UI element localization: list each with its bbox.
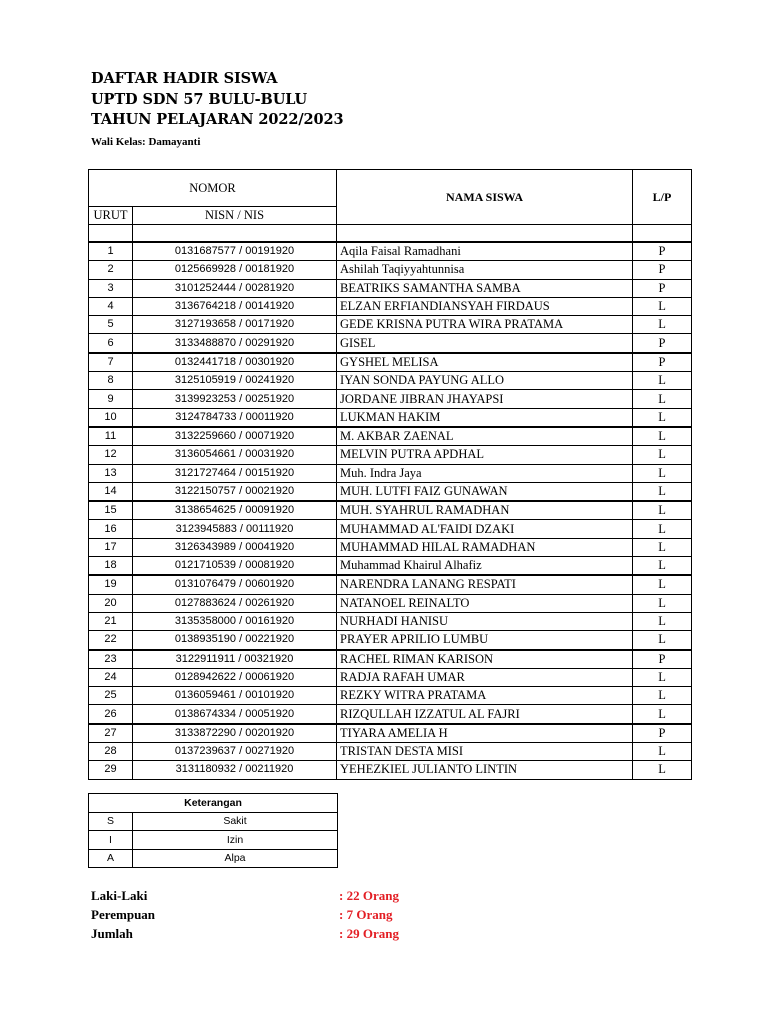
- homeroom-teacher: Wali Kelas: Damayanti: [91, 135, 201, 148]
- gender-cell: L: [633, 501, 692, 520]
- student-row: [89, 372, 692, 390]
- legend-title: Keterangan: [89, 794, 338, 813]
- row-number: 5: [89, 316, 133, 334]
- student-name: MUHAMMAD HILAL RAMADHAN: [337, 538, 633, 556]
- row-number: 19: [89, 575, 133, 594]
- student-name: GYSHEL MELISA: [337, 353, 633, 372]
- row-number: 29: [89, 761, 133, 779]
- nisn-cell: 0131076479 / 00601920: [133, 575, 337, 594]
- gender-cell: L: [633, 761, 692, 779]
- student-row: [89, 631, 692, 650]
- gender-cell: P: [633, 261, 692, 279]
- student-name: NATANOEL REINALTO: [337, 594, 633, 612]
- gender-cell: P: [633, 650, 692, 669]
- student-row: [89, 279, 692, 297]
- student-row: [89, 501, 692, 520]
- student-name: MUHAMMAD AL'FAIDI DZAKI: [337, 520, 633, 538]
- nisn-cell: 0121710539 / 00081920: [133, 557, 337, 576]
- nisn-cell: 0138674334 / 00051920: [133, 705, 337, 724]
- student-name: IYAN SONDA PAYUNG ALLO: [337, 372, 633, 390]
- student-row: [89, 408, 692, 427]
- student-name: MUH. SYAHRUL RAMADHAN: [337, 501, 633, 520]
- attendance-table: [88, 169, 692, 780]
- gender-cell: P: [633, 242, 692, 261]
- row-number: 14: [89, 482, 133, 501]
- row-number: 4: [89, 297, 133, 315]
- student-name: ELZAN ERFIANDIANSYAH FIRDAUS: [337, 297, 633, 315]
- legend-label: Sakit: [133, 812, 338, 831]
- summary-value: : 22 Orang: [339, 888, 399, 903]
- gender-cell: L: [633, 482, 692, 501]
- summary-row-male: [91, 886, 511, 905]
- student-row: [89, 482, 692, 501]
- student-row: [89, 538, 692, 556]
- gender-cell: L: [633, 538, 692, 556]
- student-row: [89, 705, 692, 724]
- student-row: [89, 612, 692, 630]
- row-number: 10: [89, 408, 133, 427]
- summary-value: : 7 Orang: [339, 907, 393, 922]
- student-name: NURHADI HANISU: [337, 612, 633, 630]
- student-name: GISEL: [337, 334, 633, 353]
- student-name: REZKY WITRA PRATAMA: [337, 687, 633, 705]
- nisn-cell: 3136764218 / 00141920: [133, 297, 337, 315]
- student-row: [89, 761, 692, 779]
- gender-cell: L: [633, 427, 692, 446]
- gender-cell: P: [633, 279, 692, 297]
- row-number: 23: [89, 650, 133, 669]
- student-name: GEDE KRISNA PUTRA WIRA PRATAMA: [337, 316, 633, 334]
- student-row: [89, 668, 692, 686]
- legend-label: Izin: [133, 831, 338, 850]
- nisn-cell: 3133872290 / 00201920: [133, 724, 337, 743]
- header-lp: L/P: [633, 170, 692, 225]
- student-name: LUKMAN HAKIM: [337, 408, 633, 427]
- gender-cell: L: [633, 408, 692, 427]
- row-number: 8: [89, 372, 133, 390]
- gender-cell: L: [633, 464, 692, 482]
- legend-code: I: [89, 831, 133, 850]
- row-number: 24: [89, 668, 133, 686]
- row-number: 28: [89, 743, 133, 761]
- nisn-cell: 3132259660 / 00071920: [133, 427, 337, 446]
- gender-cell: L: [633, 687, 692, 705]
- nisn-cell: 3138654625 / 00091920: [133, 501, 337, 520]
- student-name: RIZQULLAH IZZATUL AL FAJRI: [337, 705, 633, 724]
- row-number: 22: [89, 631, 133, 650]
- gender-cell: L: [633, 520, 692, 538]
- row-number: 18: [89, 557, 133, 576]
- nisn-cell: 3121727464 / 00151920: [133, 464, 337, 482]
- row-number: 12: [89, 446, 133, 464]
- student-row: [89, 594, 692, 612]
- row-number: 20: [89, 594, 133, 612]
- gender-cell: L: [633, 594, 692, 612]
- student-row: [89, 724, 692, 743]
- row-number: 13: [89, 464, 133, 482]
- student-name: BEATRIKS SAMANTHA SAMBA: [337, 279, 633, 297]
- row-number: 7: [89, 353, 133, 372]
- nisn-cell: 3101252444 / 00281920: [133, 279, 337, 297]
- nisn-cell: 3124784733 / 00011920: [133, 408, 337, 427]
- student-row: [89, 390, 692, 408]
- student-name: PRAYER APRILIO LUMBU: [337, 631, 633, 650]
- row-number: 21: [89, 612, 133, 630]
- nisn-cell: 0138935190 / 00221920: [133, 631, 337, 650]
- summary-value: : 29 Orang: [339, 926, 399, 941]
- row-number: 17: [89, 538, 133, 556]
- legend-row: [89, 849, 338, 868]
- gender-cell: L: [633, 316, 692, 334]
- row-number: 16: [89, 520, 133, 538]
- student-name: RACHEL RIMAN KARISON: [337, 650, 633, 669]
- student-name: JORDANE JIBRAN JHAYAPSI: [337, 390, 633, 408]
- blank-row: [89, 225, 692, 243]
- summary-label: Laki-Laki: [91, 888, 148, 903]
- row-number: 26: [89, 705, 133, 724]
- gender-cell: P: [633, 724, 692, 743]
- student-row: [89, 334, 692, 353]
- student-name: YEHEZKIEL JULIANTO LINTIN: [337, 761, 633, 779]
- nisn-cell: 3131180932 / 00211920: [133, 761, 337, 779]
- student-name: Muh. Indra Jaya: [337, 464, 633, 482]
- header-nama-siswa: NAMA SISWA: [337, 170, 633, 225]
- gender-cell: L: [633, 631, 692, 650]
- nisn-cell: 0128942622 / 00061920: [133, 668, 337, 686]
- summary-label: Perempuan: [91, 907, 156, 922]
- gender-cell: L: [633, 743, 692, 761]
- nisn-cell: 3122911911 / 00321920: [133, 650, 337, 669]
- legend-code: S: [89, 812, 133, 831]
- nisn-cell: 3135358000 / 00161920: [133, 612, 337, 630]
- student-row: [89, 520, 692, 538]
- nisn-cell: 0131687577 / 00191920: [133, 242, 337, 261]
- nisn-cell: 3123945883 / 00111920: [133, 520, 337, 538]
- student-name: MUH. LUTFI FAIZ GUNAWAN: [337, 482, 633, 501]
- student-row: [89, 464, 692, 482]
- student-name: M. AKBAR ZAENAL: [337, 427, 633, 446]
- student-row: [89, 446, 692, 464]
- gender-cell: P: [633, 353, 692, 372]
- nisn-cell: 3122150757 / 00021920: [133, 482, 337, 501]
- row-number: 6: [89, 334, 133, 353]
- student-name: Aqila Faisal Ramadhani: [337, 242, 633, 261]
- student-name: NARENDRA LANANG RESPATI: [337, 575, 633, 594]
- row-number: 9: [89, 390, 133, 408]
- row-number: 1: [89, 242, 133, 261]
- row-number: 25: [89, 687, 133, 705]
- gender-cell: P: [633, 334, 692, 353]
- gender-cell: L: [633, 612, 692, 630]
- row-number: 3: [89, 279, 133, 297]
- gender-cell: L: [633, 557, 692, 576]
- student-row: [89, 261, 692, 279]
- student-row: [89, 743, 692, 761]
- student-row: [89, 427, 692, 446]
- doc-title: DAFTAR HADIR SISWA: [91, 70, 278, 87]
- student-row: [89, 557, 692, 576]
- student-row: [89, 242, 692, 261]
- nisn-cell: 3139923253 / 00251920: [133, 390, 337, 408]
- summary-row-total: [91, 924, 511, 943]
- summary-label: Jumlah: [91, 926, 133, 941]
- gender-cell: L: [633, 390, 692, 408]
- row-number: 27: [89, 724, 133, 743]
- nisn-cell: 0136059461 / 00101920: [133, 687, 337, 705]
- gender-cell: L: [633, 372, 692, 390]
- row-number: 15: [89, 501, 133, 520]
- student-row: [89, 650, 692, 669]
- header-nomor: NOMOR: [89, 170, 337, 207]
- school-name: UPTD SDN 57 BULU-BULU: [91, 90, 308, 108]
- student-name: TRISTAN DESTA MISI: [337, 743, 633, 761]
- document-header: [91, 69, 344, 151]
- legend-code: A: [89, 849, 133, 868]
- student-row: [89, 297, 692, 315]
- nisn-cell: 3133488870 / 00291920: [133, 334, 337, 353]
- gender-cell: L: [633, 668, 692, 686]
- student-name: Muhammad Khairul Alhafiz: [337, 557, 633, 576]
- gender-cell: L: [633, 297, 692, 315]
- student-name: RADJA RAFAH UMAR: [337, 668, 633, 686]
- legend-table: [88, 793, 338, 868]
- nisn-cell: 3126343989 / 00041920: [133, 538, 337, 556]
- legend-label: Alpa: [133, 849, 338, 868]
- legend-row: [89, 831, 338, 850]
- student-name: Ashilah Taqiyyahtunnisa: [337, 261, 633, 279]
- student-row: [89, 575, 692, 594]
- student-name: TIYARA AMELIA H: [337, 724, 633, 743]
- legend-row: [89, 812, 338, 831]
- nisn-cell: 0132441718 / 00301920: [133, 353, 337, 372]
- student-row: [89, 316, 692, 334]
- row-number: 2: [89, 261, 133, 279]
- nisn-cell: 0125669928 / 00181920: [133, 261, 337, 279]
- summary-row-female: [91, 905, 511, 924]
- student-row: [89, 353, 692, 372]
- nisn-cell: 0127883624 / 00261920: [133, 594, 337, 612]
- header-nisn: NISN / NIS: [133, 207, 337, 225]
- nisn-cell: 3127193658 / 00171920: [133, 316, 337, 334]
- header-urut: URUT: [89, 207, 133, 225]
- nisn-cell: 0137239637 / 00271920: [133, 743, 337, 761]
- student-row: [89, 687, 692, 705]
- academic-year: TAHUN PELAJARAN 2022/2023: [91, 111, 344, 128]
- gender-cell: L: [633, 446, 692, 464]
- nisn-cell: 3125105919 / 00241920: [133, 372, 337, 390]
- nisn-cell: 3136054661 / 00031920: [133, 446, 337, 464]
- summary-block: [91, 886, 511, 943]
- gender-cell: L: [633, 705, 692, 724]
- gender-cell: L: [633, 575, 692, 594]
- row-number: 11: [89, 427, 133, 446]
- student-name: MELVIN PUTRA APDHAL: [337, 446, 633, 464]
